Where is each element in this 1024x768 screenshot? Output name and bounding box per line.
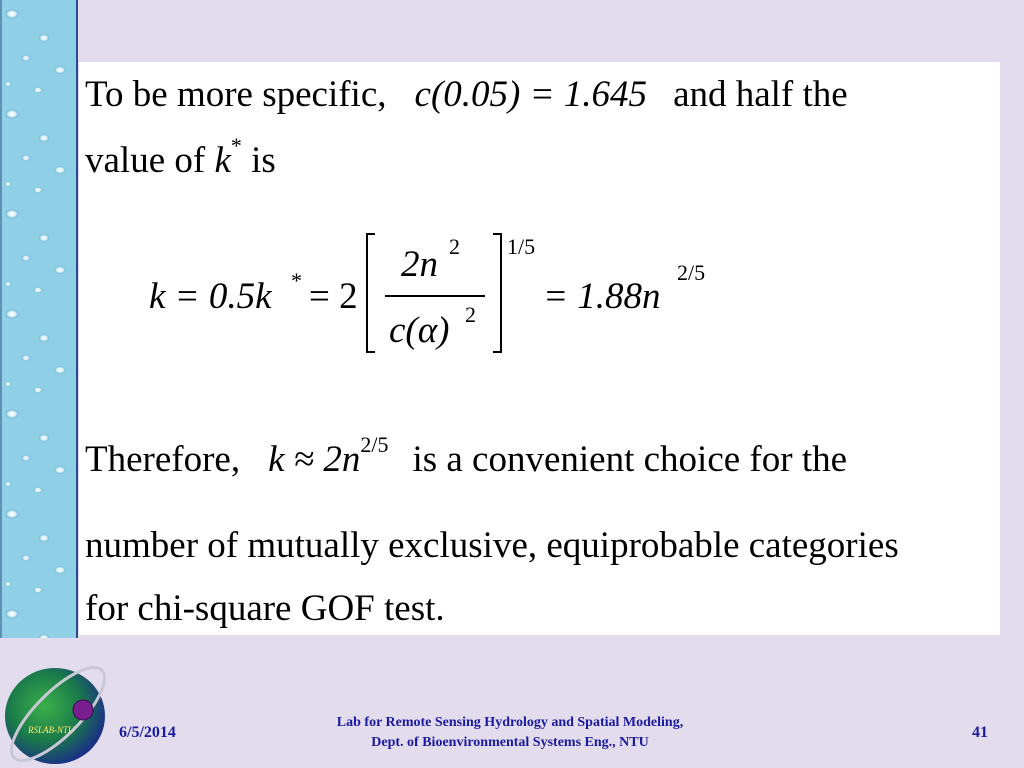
text-line-1 xyxy=(85,76,848,113)
line1-math: c(0.05) = 1.645 xyxy=(414,74,648,115)
line4-suffix: is a convenient choice for the xyxy=(412,439,848,480)
orbit-satellite xyxy=(73,700,93,720)
eq-rhs: = 1.88n xyxy=(543,276,661,317)
main-equation xyxy=(149,224,789,369)
eq-rhs-exponent: 2/5 xyxy=(677,260,706,285)
footer-lab-line2: Dept. of Bioenvironmental Systems Eng., NTU xyxy=(371,735,649,750)
eq-denominator: c(α) xyxy=(389,310,450,351)
line2-sup: * xyxy=(230,132,242,158)
eq-numerator-sup: 2 xyxy=(449,234,460,259)
text-line-2 xyxy=(85,132,276,181)
text-line-4 xyxy=(85,431,848,480)
eq-outer-exponent: 1/5 xyxy=(507,234,536,259)
eq-star: * xyxy=(291,268,302,293)
line2-suffix: is xyxy=(251,140,276,181)
rslab-logo xyxy=(0,638,110,768)
line1-suffix: and half the xyxy=(673,74,848,115)
eq-numerator: 2n xyxy=(401,244,438,285)
left-bracket xyxy=(367,234,375,352)
line2-var: k xyxy=(214,140,231,181)
logo-label: RSLAB-NTU xyxy=(28,725,75,735)
footer-lab-name xyxy=(250,713,770,753)
page-number: 41 xyxy=(972,724,988,741)
eq-equals-2: = 2 xyxy=(309,276,358,317)
eq-denominator-sup: 2 xyxy=(465,302,476,327)
line4-math: k ≈ 2n xyxy=(268,439,361,480)
footer-lab-line1: Lab for Remote Sensing Hydrology and Spatial Modeling, xyxy=(336,715,684,730)
line4-prefix: Therefore, xyxy=(85,439,241,480)
line2-prefix: value of xyxy=(85,140,206,181)
strip-border xyxy=(0,0,76,638)
text-line-6: for chi-square GOF test. xyxy=(85,588,445,629)
footer-date: 6/5/2014 xyxy=(119,724,176,741)
slide-content xyxy=(79,62,1000,635)
text-line-5: number of mutually exclusive, equiprobable categories xyxy=(85,525,899,566)
line4-exp: 2/5 xyxy=(360,431,389,457)
eq-lhs: k = 0.5k xyxy=(149,276,272,317)
line1-prefix: To be more specific, xyxy=(85,74,387,115)
right-bracket xyxy=(493,234,501,352)
